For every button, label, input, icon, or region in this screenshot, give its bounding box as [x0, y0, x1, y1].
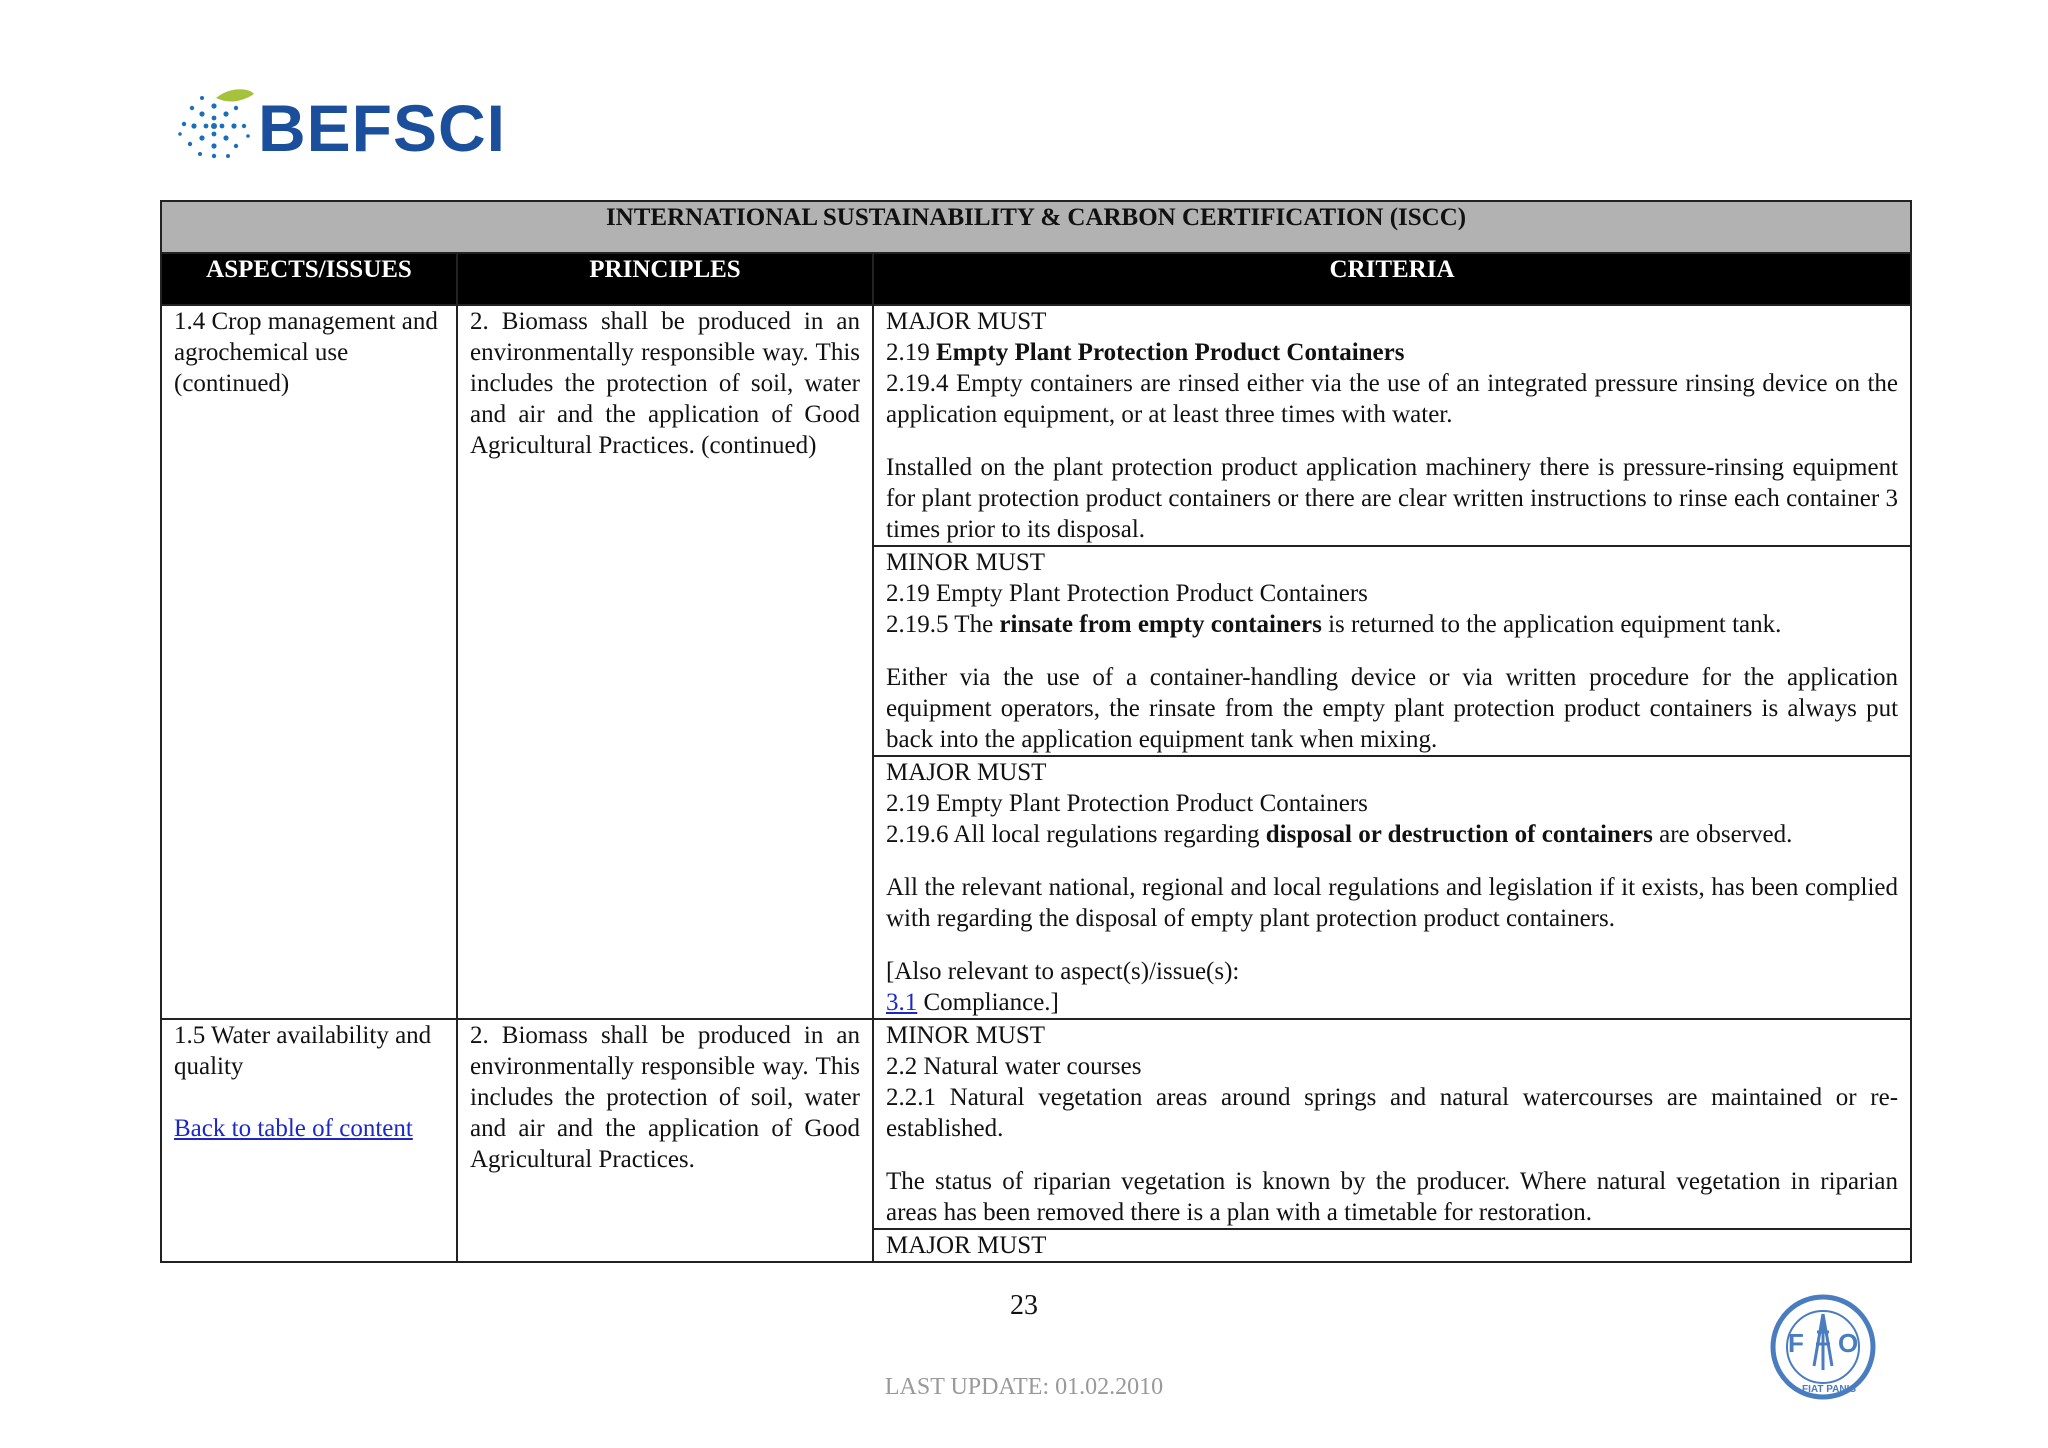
fao-logo [1768, 1292, 1878, 1402]
criteria-heading: 2.19 Empty Plant Protection Product Containers [886, 790, 1368, 817]
compliance-link[interactable]: 3.1 [886, 989, 918, 1016]
principle-cell [457, 305, 873, 1019]
criteria-level: MAJOR MUST [886, 1232, 1047, 1259]
column-header-aspects: ASPECTS/ISSUES [161, 253, 457, 305]
back-to-toc-link[interactable]: Back to table of content [174, 1115, 413, 1142]
criteria-cell [873, 305, 1911, 546]
fao-motto: FIAT PANIS [1802, 1384, 1857, 1395]
criteria-cell [873, 756, 1911, 1019]
table-title: INTERNATIONAL SUSTAINABILITY & CARBON CERTIFICATION (ISCC) [161, 201, 1911, 253]
criteria-level: MAJOR MUST [886, 759, 1047, 786]
table-row [161, 305, 1911, 546]
criteria-level: MINOR MUST [886, 1022, 1046, 1049]
criteria-heading: 2.2 Natural water courses [886, 1053, 1142, 1080]
table-row [161, 1019, 1911, 1229]
criteria-item: 2.2.1 Natural vegetation areas around springs and natural watercourses are maintained or re-established. [886, 1084, 1899, 1142]
svg-text:O: O [1838, 1328, 1859, 1358]
principle-cell [457, 1019, 873, 1262]
criteria-heading: 2.19 Empty Plant Protection Product Containers [886, 339, 1405, 366]
principle-text: 2. Biomass shall be produced in an environmentally responsible way. This includes the protection of soil, water and air and the application of Good Agricultural Practices. [470, 1022, 860, 1173]
criteria-cell [873, 546, 1911, 756]
page-number: 23 [1010, 1290, 1038, 1321]
aspect-cell [161, 305, 457, 1019]
iscc-criteria-table [160, 200, 1912, 1263]
criteria-cell [873, 1019, 1911, 1229]
table-title-row [161, 201, 1911, 253]
svg-text:F: F [1788, 1328, 1804, 1358]
also-relevant-note: [Also relevant to aspect(s)/issue(s): [886, 958, 1240, 985]
aspect-cell [161, 1019, 457, 1262]
criteria-heading: 2.19 Empty Plant Protection Product Containers [886, 580, 1368, 607]
criteria-level: MAJOR MUST [886, 308, 1047, 335]
criteria-level: MINOR MUST [886, 549, 1046, 576]
also-relevant-ref: 3.1 Compliance.] [886, 989, 1059, 1016]
criteria-cell [873, 1229, 1911, 1262]
criteria-detail: The status of riparian vegetation is known by the producer. Where natural vegetation in riparian areas has been removed there is a plan with a timetable for restoration. [886, 1168, 1899, 1226]
last-update-text: LAST UPDATE: 01.02.2010 [884, 1374, 1164, 1400]
aspect-text: 1.5 Water availability and quality [174, 1022, 432, 1080]
criteria-detail: All the relevant national, regional and local regulations and legislation if it exists, has been complied with regarding the disposal of empty plant protection product containers. [886, 874, 1899, 932]
logo-text: BEFSCI [258, 91, 507, 165]
table-header-row [161, 253, 1911, 305]
aspect-text: 1.4 Crop management and agrochemical use (continued) [174, 308, 438, 397]
column-header-principles: PRINCIPLES [457, 253, 873, 305]
criteria-detail: Installed on the plant protection product application machinery there is pressure-rinsing equipment for plant protection product containers or there are clear written instructions to rinse each container 3 times prior to its disposal. [886, 454, 1899, 543]
globe-icon [172, 84, 256, 168]
column-header-criteria: CRITERIA [873, 253, 1911, 305]
criteria-item: 2.19.5 The rinsate from empty containers is returned to the application equipment tank. [886, 611, 1782, 638]
criteria-detail: Either via the use of a container-handling device or via written procedure for the application equipment operators, the rinsate from the empty plant protection product containers is always put back into the application equipment tank when mixing. [886, 664, 1899, 753]
criteria-item: 2.19.6 All local regulations regarding disposal or destruction of containers are observed. [886, 821, 1793, 848]
criteria-item: 2.19.4 Empty containers are rinsed either via the use of an integrated pressure rinsing device on the application equipment, or at least three times with water. [886, 370, 1899, 428]
principle-text: 2. Biomass shall be produced in an environmentally responsible way. This includes the protection of soil, water and air and the application of Good Agricultural Practices. (continued) [470, 308, 860, 459]
befsci-logo [172, 84, 507, 168]
